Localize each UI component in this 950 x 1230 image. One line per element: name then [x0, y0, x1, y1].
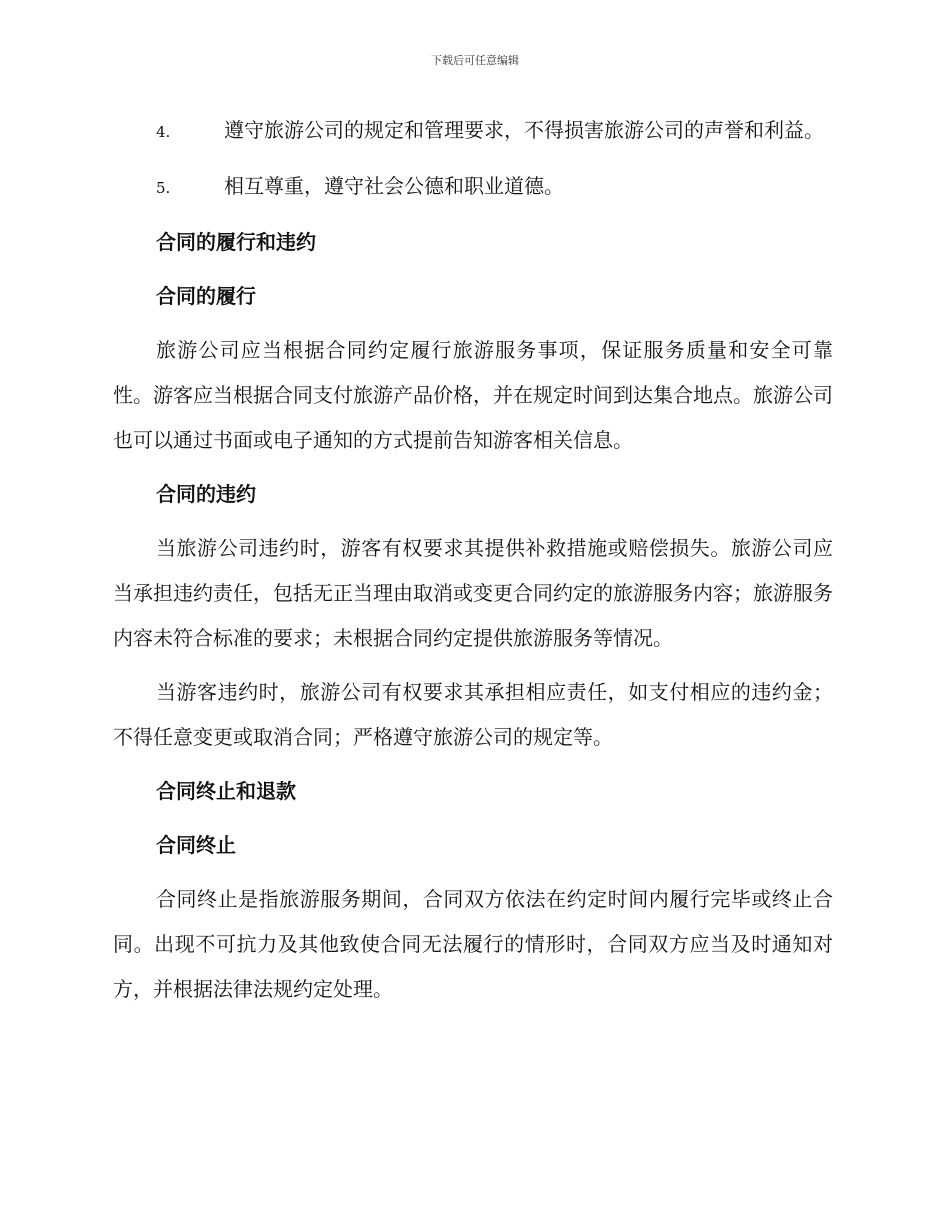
list-item-5 — [113, 164, 833, 211]
list-number: 5. — [156, 179, 171, 197]
section-heading-termination-refund: 合同终止和退款 — [156, 779, 296, 803]
document-body — [113, 108, 833, 1021]
subsection-heading-breach: 合同的违约 — [156, 482, 256, 506]
paragraph-breach-tourist: 当游客违约时，旅游公司有权要求其承担相应责任，如支付相应的违约金；不得任意变更或取消合同；严格遵守旅游公司的规定等。 — [113, 680, 833, 749]
paragraph-breach-company: 当旅游公司违约时，游客有权要求其提供补救措施或赔偿损失。旅游公司应当承担违约责任，包括无正当理由取消或变更合同约定的旅游服务内容；旅游服务内容未符合标准的要求；未根据合同约定提供旅游服务等情况。 — [113, 536, 833, 650]
subsection-heading-termination: 合同终止 — [156, 833, 236, 857]
list-number: 4. — [156, 123, 171, 141]
paragraph-termination: 合同终止是指旅游服务期间，合同双方依法在约定时间内履行完毕或终止合同。出现不可抗力及其他致使合同无法履行的情形时，合同双方应当及时通知对方，并根据法律法规约定处理。 — [113, 887, 833, 1001]
page-header: 下载后可任意编辑 — [431, 54, 519, 67]
list-item-4 — [113, 108, 833, 155]
list-item-text: 相互尊重，遵守社会公德和职业道德。 — [224, 174, 564, 198]
list-item-text: 遵守旅游公司的规定和管理要求，不得损害旅游公司的声誉和利益。 — [224, 118, 824, 142]
section-heading-performance-breach: 合同的履行和违约 — [156, 230, 316, 254]
paragraph-performance: 旅游公司应当根据合同约定履行旅游服务事项，保证服务质量和安全可靠性。游客应当根据合同支付旅游产品价格，并在规定时间到达集合地点。旅游公司也可以通过书面或电子通知的方式提前告知游客相关信息。 — [113, 338, 833, 452]
subsection-heading-performance: 合同的履行 — [156, 284, 256, 308]
